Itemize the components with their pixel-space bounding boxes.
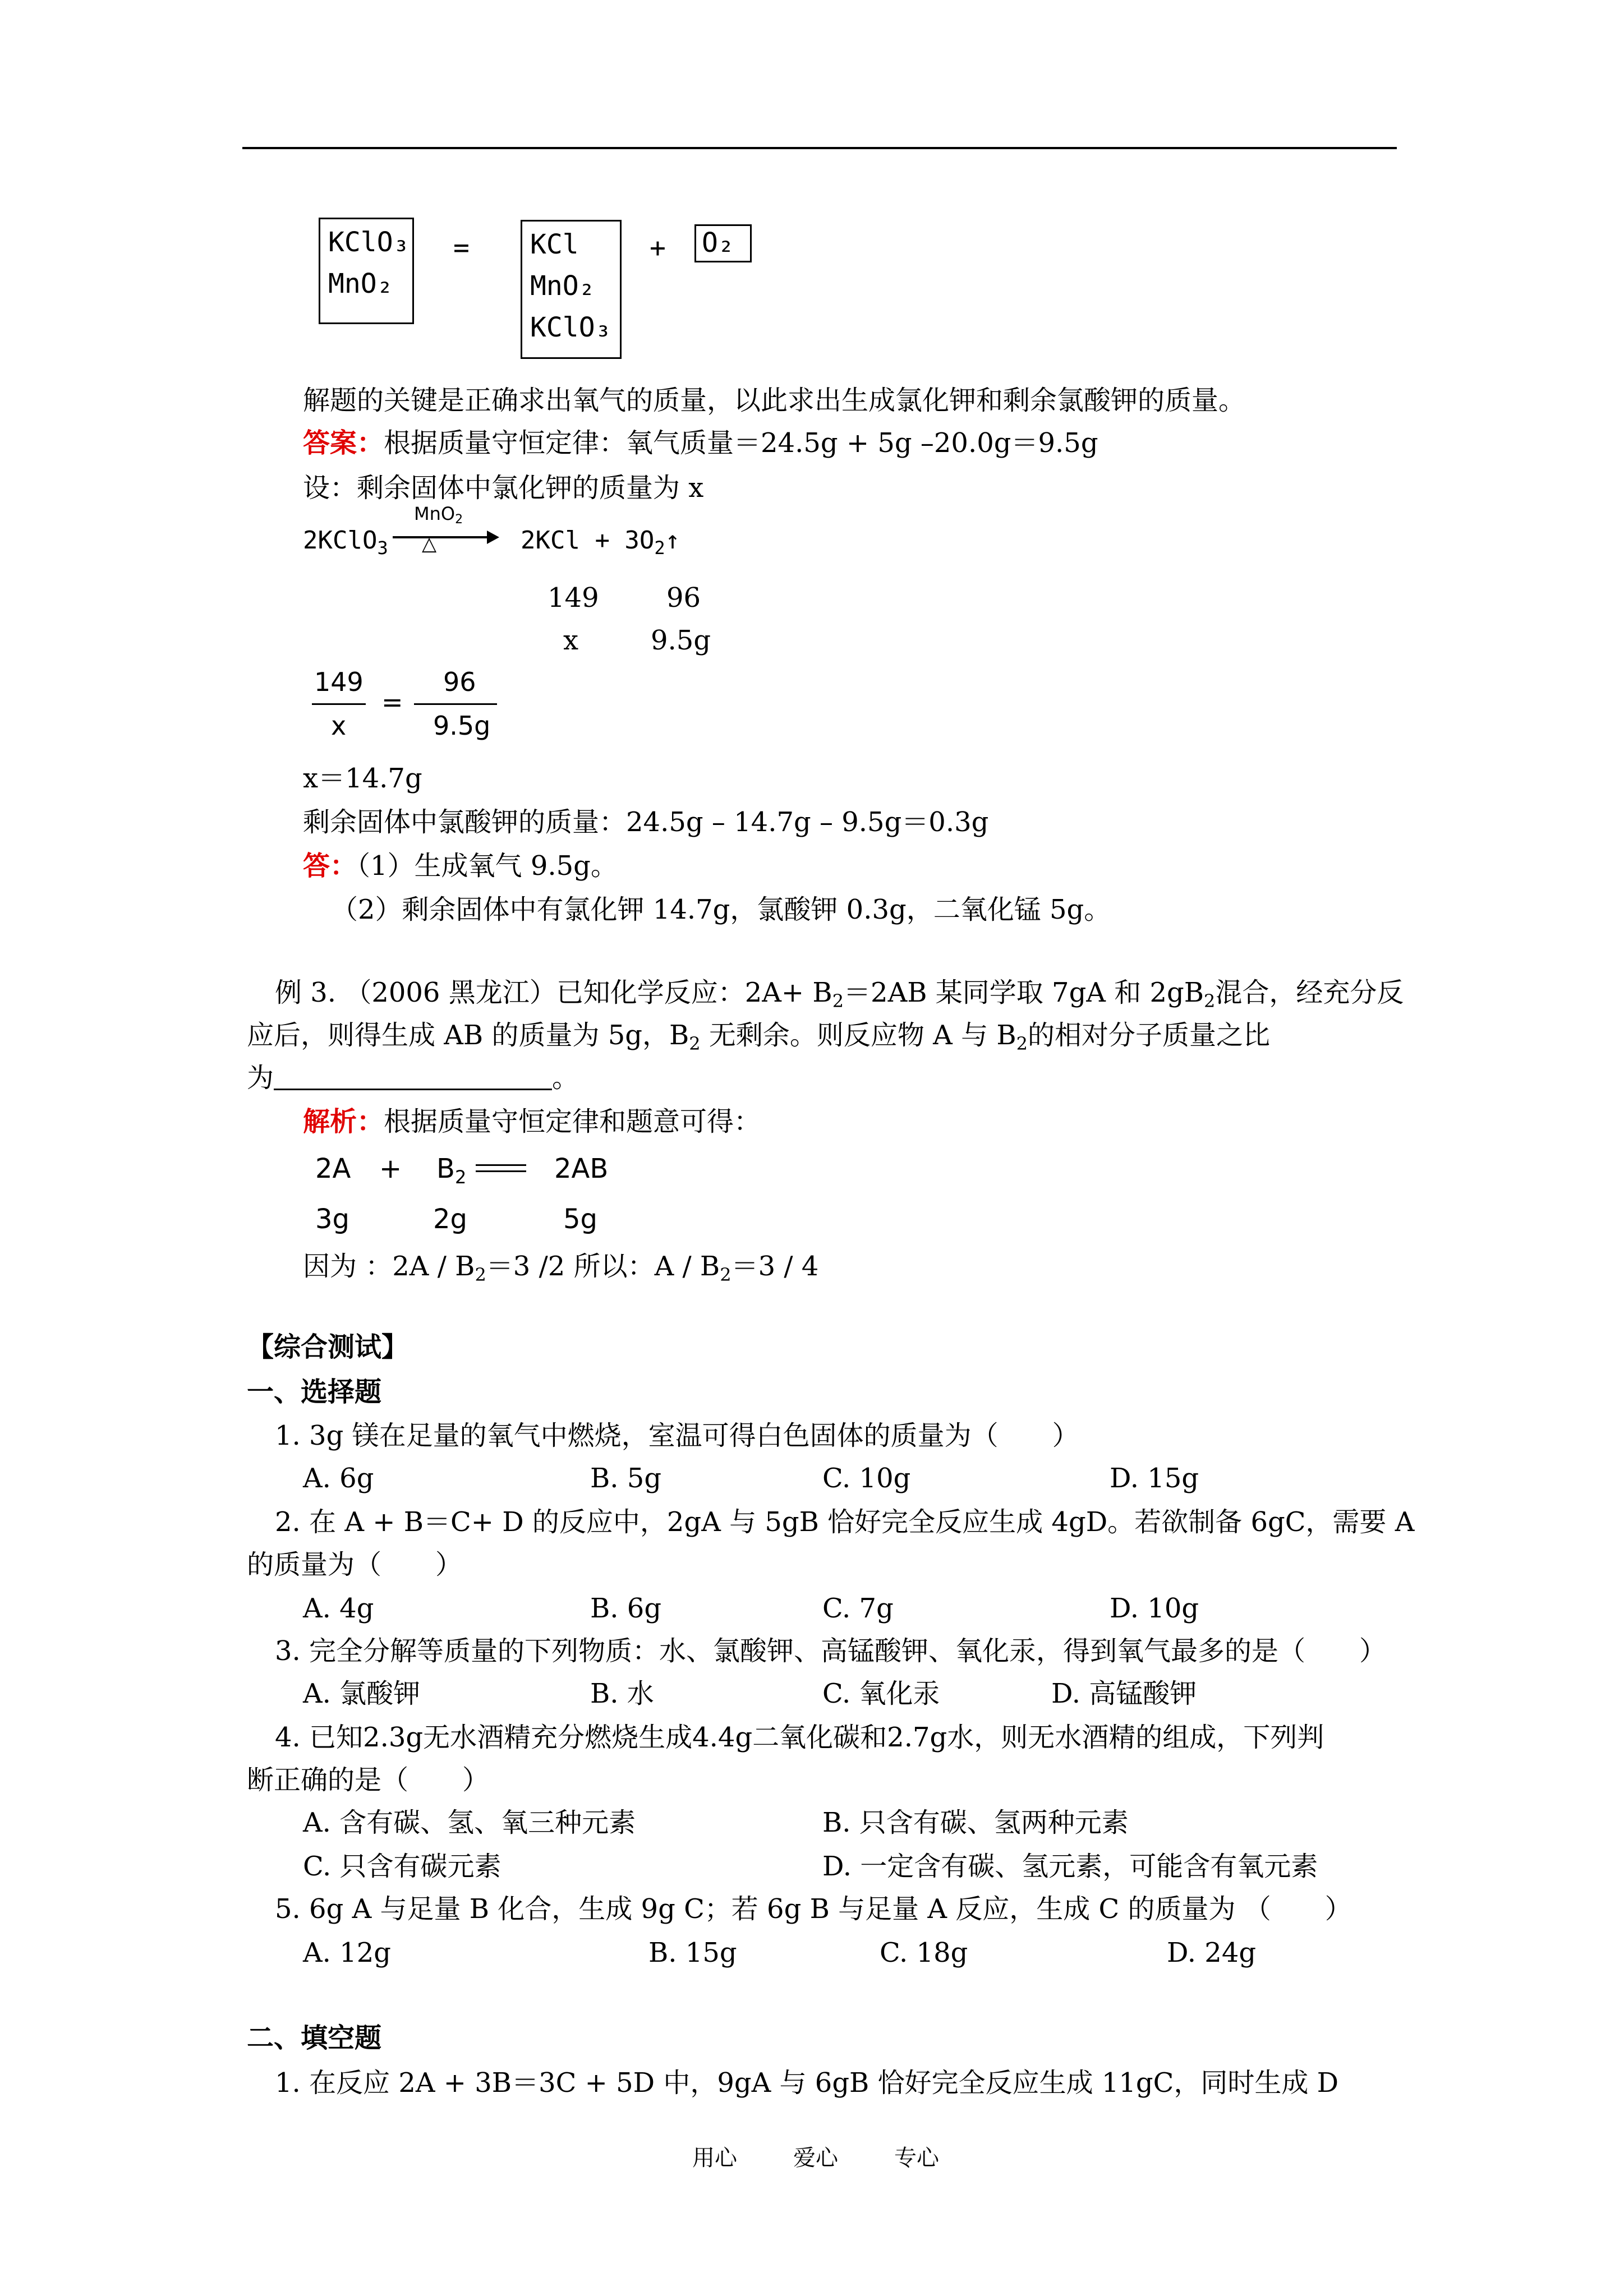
q3-option-a: A. 氯酸钾 bbox=[303, 1678, 421, 1709]
x-result: x＝14.7g bbox=[303, 763, 422, 794]
catalyst-text: MnO bbox=[414, 503, 456, 524]
because-line bbox=[303, 1250, 818, 1292]
answer-text: 根据质量守恒定律：氧气质量＝24.5g + 5g –20.0g＝9.5g bbox=[384, 427, 1098, 459]
mass3-5g: 5g bbox=[563, 1204, 598, 1235]
reaction-left-sub: 3 bbox=[377, 537, 388, 559]
header-rule bbox=[242, 147, 1397, 149]
box2-line3: KClO₃ bbox=[530, 312, 611, 343]
ex3-line2 bbox=[247, 1018, 1270, 1061]
conclusion-label: 答： bbox=[303, 850, 357, 882]
q2-option-b: B. 6g bbox=[590, 1593, 662, 1624]
q4-option-b: B. 只含有碳、氢两种元素 bbox=[822, 1807, 1129, 1838]
reaction-left bbox=[303, 524, 388, 565]
ex3-line1 bbox=[275, 976, 1404, 1018]
remaining-mass: 剩余固体中氯酸钾的质量：24.5g – 14.7g – 9.5g＝0.3g bbox=[303, 806, 989, 838]
q1-option-a: A. 6g bbox=[303, 1463, 374, 1494]
reaction-right-sub: 2 bbox=[654, 537, 665, 559]
reaction-right-text: 2KCl + 3O bbox=[521, 526, 655, 555]
box2-line1: KCl bbox=[530, 229, 579, 260]
product-box bbox=[521, 220, 622, 359]
ex3-line2b: 无剩余。则反应物 A 与 B bbox=[700, 1020, 1016, 1051]
ex3-line1b: ＝2AB 某同学取 7gA 和 2gB bbox=[844, 977, 1204, 1008]
q1-option-c: C. 10g bbox=[822, 1463, 911, 1494]
box1-line2: MnO₂ bbox=[328, 268, 393, 299]
footer-1: 用心 bbox=[692, 2145, 737, 2171]
section-choice: 一、选择题 bbox=[247, 1376, 382, 1408]
ex3-line3b: 。 bbox=[552, 1062, 579, 1094]
q3-option-d: D. 高锰酸钾 bbox=[1051, 1678, 1197, 1709]
q3-option-c: C. 氧化汞 bbox=[822, 1678, 940, 1709]
ex3-line2a: 应后，则得生成 AB 的质量为 5g，B bbox=[247, 1020, 689, 1051]
q5-option-b: B. 15g bbox=[648, 1937, 737, 1968]
mass3-3g: 3g bbox=[315, 1204, 350, 1235]
mass-9-5g: 9.5g bbox=[651, 625, 711, 656]
ex3-line3 bbox=[247, 1061, 579, 1095]
q2-option-a: A. 4g bbox=[303, 1593, 374, 1624]
answer-label: 答案： bbox=[303, 427, 384, 459]
conclusion-1 bbox=[303, 849, 618, 883]
ex3-line1a: 例 3. （2006 黑龙江）已知化学反应：2A+ B bbox=[275, 977, 832, 1008]
frac2-num: 96 bbox=[443, 667, 476, 697]
q5-option-d: D. 24g bbox=[1167, 1937, 1257, 1968]
q1: 1. 3g 镁在足量的氧气中燃烧，室温可得白色固体的质量为（ ） bbox=[275, 1420, 1079, 1451]
q5-option-a: A. 12g bbox=[303, 1937, 391, 1968]
q5-option-c: C. 18g bbox=[880, 1937, 968, 1968]
q4-option-d: D. 一定含有碳、氢元素，可能含有氧元素 bbox=[822, 1851, 1318, 1882]
frac1-num: 149 bbox=[314, 667, 364, 697]
because-sub: 2 bbox=[475, 1264, 486, 1285]
q3-option-b: B. 水 bbox=[590, 1678, 654, 1709]
ex3-line3a: 为 bbox=[247, 1062, 274, 1094]
rx3-plus: + bbox=[379, 1153, 402, 1184]
ex3-line1c: 混合，经充分反 bbox=[1215, 977, 1404, 1008]
q1-option-d: D. 15g bbox=[1110, 1463, 1199, 1494]
mass-149: 149 bbox=[548, 582, 599, 614]
ex3-line1-sub: 2 bbox=[832, 990, 844, 1012]
mass-x: x bbox=[563, 625, 579, 656]
q4-option-a: A. 含有碳、氢、氧三种元素 bbox=[303, 1807, 636, 1838]
box3-text: O₂ bbox=[702, 227, 734, 259]
plus-sign: + bbox=[650, 232, 666, 264]
frac1-line bbox=[312, 703, 366, 705]
f1: 1. 在反应 2A + 3B＝3C + 5D 中，9gA 与 6gB 恰好完全反应生成 11gC，同时生成 D bbox=[275, 2067, 1339, 2099]
rx3-2ab: 2AB bbox=[554, 1153, 609, 1184]
q2-option-c: C. 7g bbox=[822, 1593, 894, 1624]
because-c: ＝3 / 4 bbox=[731, 1251, 819, 1282]
rx3-double-line bbox=[476, 1164, 526, 1172]
oxygen-box bbox=[694, 224, 752, 262]
ex3-line1-sub2: 2 bbox=[1204, 990, 1216, 1012]
q2-option-d: D. 10g bbox=[1110, 1593, 1199, 1624]
catalyst-sub: 2 bbox=[455, 513, 463, 527]
ex3-line2c: 的相对分子质量之比 bbox=[1027, 1020, 1270, 1051]
ex3-line2-sub: 2 bbox=[689, 1033, 701, 1054]
equals-sign: = bbox=[453, 232, 470, 264]
frac2-den: 9.5g bbox=[433, 711, 491, 741]
because-sub2: 2 bbox=[720, 1264, 732, 1285]
mass-96: 96 bbox=[666, 582, 701, 614]
q2-line2: 的质量为（ ） bbox=[247, 1549, 463, 1580]
key-text: 解题的关键是正确求出氧气的质量，以此求出生成氯化钾和剩余氯酸钾的质量。 bbox=[303, 385, 1246, 416]
frac-equals: = bbox=[381, 687, 403, 717]
answer-line bbox=[303, 426, 1098, 460]
reactant-box bbox=[319, 218, 414, 324]
q2-line1: 2. 在 A + B＝C+ D 的反应中，2gA 与 5gB 恰好完全反应生成 4gD。若欲制备 6gC，需要 A bbox=[275, 1506, 1415, 1538]
reaction-left-text: 2KClO bbox=[303, 526, 378, 555]
conclusion-1-text: （1）生成氧气 9.5g。 bbox=[357, 850, 618, 882]
q4-line1: 4. 已知2.3g无水酒精充分燃烧生成4.4g二氧化碳和2.7g水，则无水酒精的组成，下列判 bbox=[275, 1722, 1324, 1753]
rx3-b-sub: 2 bbox=[454, 1167, 467, 1188]
frac1-den: x bbox=[331, 711, 347, 741]
test-title: 【综合测试】 bbox=[247, 1331, 409, 1363]
gas-arrow: ↑ bbox=[665, 526, 680, 555]
box2-line2: MnO₂ bbox=[530, 270, 595, 302]
because-b: ＝3 /2 所以：A / B bbox=[486, 1251, 720, 1282]
reaction-arrow bbox=[393, 520, 499, 554]
box1-line1: KClO₃ bbox=[328, 227, 410, 258]
footer-3: 专心 bbox=[894, 2145, 939, 2171]
q5: 5. 6g A 与足量 B 化合，生成 9g C；若 6g B 与足量 A 反应，生成 C 的质量为 （ ） bbox=[275, 1893, 1352, 1925]
conclusion-2: （2）剩余固体中有氯化钾 14.7g，氯酸钾 0.3g，二氧化锰 5g。 bbox=[331, 894, 1111, 925]
q1-option-b: B. 5g bbox=[590, 1463, 662, 1494]
q3: 3. 完全分解等质量的下列物质：水、氯酸钾、高锰酸钾、氧化汞，得到氧气最多的是（ ） bbox=[275, 1635, 1387, 1667]
ex3-line2-sub2: 2 bbox=[1016, 1033, 1028, 1054]
analysis-line bbox=[303, 1105, 761, 1138]
answer-blank[interactable] bbox=[274, 1064, 552, 1090]
q4-line2: 断正确的是（ ） bbox=[247, 1764, 490, 1796]
analysis-label: 解析： bbox=[303, 1106, 384, 1137]
frac2-line bbox=[414, 703, 497, 705]
mass3-2g: 2g bbox=[433, 1204, 468, 1235]
because-a: 因为 ：2A / B bbox=[303, 1251, 475, 1282]
reaction-right bbox=[521, 524, 680, 565]
let-text: 设：剩余固体中氯化钾的质量为 x bbox=[303, 472, 704, 504]
rx3-b: B bbox=[436, 1153, 455, 1184]
analysis-text: 根据质量守恒定律和题意可得： bbox=[384, 1106, 761, 1137]
footer-2: 爱心 bbox=[793, 2145, 838, 2171]
rx3-2a: 2A bbox=[315, 1153, 351, 1184]
section-fill: 二、填空题 bbox=[247, 2022, 382, 2054]
q4-option-c: C. 只含有碳元素 bbox=[303, 1851, 502, 1882]
heat-symbol: △ bbox=[422, 533, 437, 555]
rx3-b2 bbox=[436, 1152, 466, 1194]
